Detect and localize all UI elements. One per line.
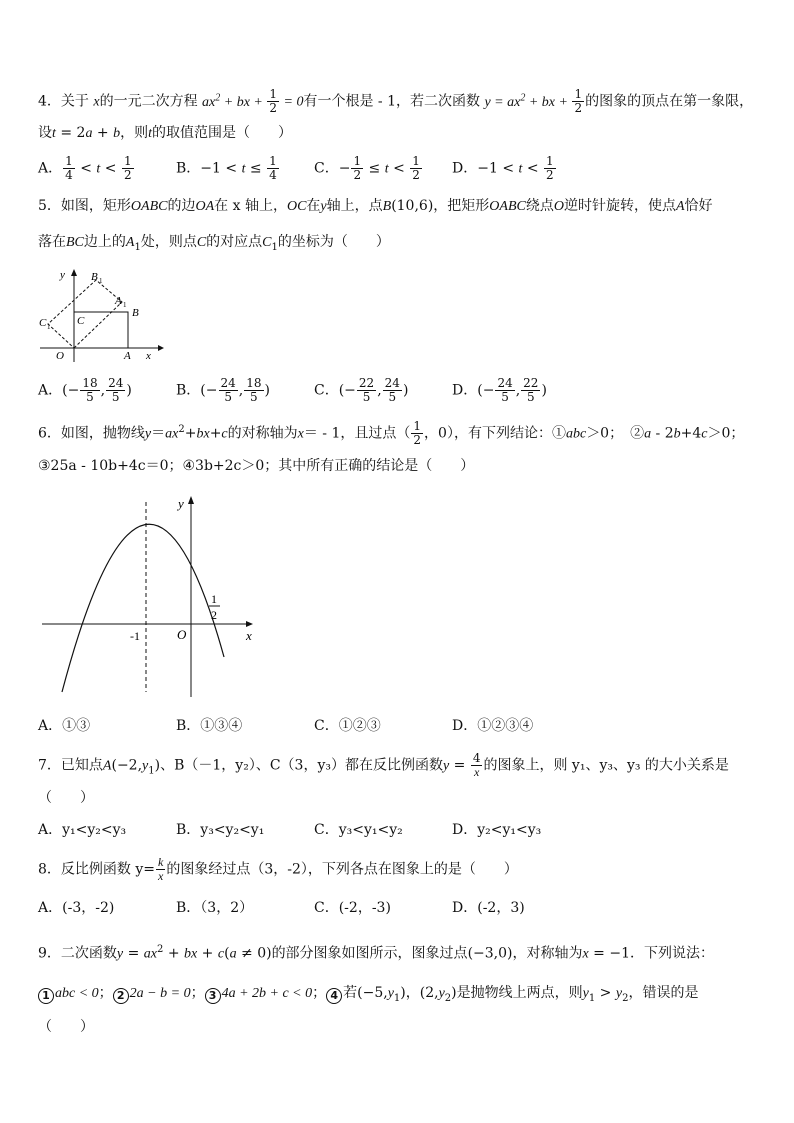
q6-option-b[interactable]: B．①③④ <box>176 718 243 734</box>
q6-label-half-den: 2 <box>211 608 217 622</box>
q5-stem-line2: 落在BC边上的$A_1$处，则点C的对应点$C_1$的坐标为（ ） <box>38 234 390 253</box>
q5-option-c[interactable]: C．(− $\frac{22}{5}$ , $\frac{24}{5}$ ) <box>314 376 409 404</box>
q5-y-arrow <box>71 269 77 276</box>
q8-stem: 8．反比例函数 y= $\frac{k}{x}$ 的图象经过点（3，-2），下列各点在图象上的是（ ） <box>38 855 518 883</box>
q8-option-c[interactable]: C．(-2，-3) <box>314 900 391 916</box>
q4-stem-line2: 设t = 2a + b，则t的取值范围是（ ） <box>38 125 292 141</box>
q9-number: 9． <box>38 945 61 962</box>
q6-label-o: O <box>177 627 187 642</box>
q5-stem-line1: 5．如图，矩形OABC的边OA在 x 轴上，OC在y轴上，点B(10,6)，把矩形OABC绕点O逆时针旋转，使点A恰好 <box>38 198 713 214</box>
q5-rectangle-rotation-figure <box>36 266 168 366</box>
q8-number: 8． <box>38 861 61 878</box>
q4-number: 4． <box>38 93 61 110</box>
svg-text:1: 1 <box>123 301 127 309</box>
q4-function: $y = ax^2$ + bx + <box>484 92 572 110</box>
q9-circle-2: 2 <box>113 988 129 1004</box>
q5-label-a: A <box>124 350 131 362</box>
q7-stem-line2: （ ） <box>38 790 94 806</box>
q6-y-arrow <box>188 496 194 504</box>
q5-option-b[interactable]: B．(− $\frac{24}{5}$ , $\frac{18}{5}$ ) <box>176 376 270 404</box>
q6-label-half-num: 1 <box>211 592 217 606</box>
svg-text:1: 1 <box>99 277 103 285</box>
q8-option-b[interactable]: B．（3，2） <box>176 900 254 916</box>
q5-label-c1: C <box>39 317 47 329</box>
q9-circle-1: 1 <box>38 988 54 1004</box>
q6-option-a[interactable]: A．①③ <box>38 718 91 734</box>
q4-option-c[interactable]: C．− $\frac{1}{2}$ ≤ t < $\frac{1}{2}$ <box>314 154 420 182</box>
q6-stem-line1: 6．如图，抛物线$y=ax^2+bx+c$的对称轴为x＝ - 1，且过点（ $\frac{1}{2}$ ，0），有下列结论：①abc＞0； ②a - 2b+4c＞0； <box>38 419 745 448</box>
q5-x-arrow <box>158 345 164 351</box>
q7-stem-line1: 7．已知点$A(-2,y_1)$、B（－1，y₂）、C（3，y₃）都在反比例函数y = $\frac{4}{x}$ 的图象上，则 y₁、y₃、y₃ 的大小关系是 <box>38 751 729 779</box>
q6-option-c[interactable]: C．①②③ <box>314 718 381 734</box>
q4-option-a[interactable]: A． $\frac{1}{4}$ < t < $\frac{1}{2}$ <box>38 154 132 182</box>
q6-parabola-curve <box>62 524 224 692</box>
q4-option-b[interactable]: B．−1 < t ≤ $\frac{1}{4}$ <box>176 154 277 182</box>
q7-option-a[interactable]: A．y₁<y₂<y₃ <box>38 822 127 838</box>
q5-option-a[interactable]: A．(− $\frac{18}{5}$ , $\frac{24}{5}$ ) <box>38 376 132 404</box>
q9-stem-line2: 1 abc < 0； 2 2a − b = 0； 3 4a + 2b + c < 0； 4 若$(-5,y_1)$，$(2,y_2)$是抛物线上两点，则$y_1 > y_2$，错误的是 <box>38 983 698 1009</box>
q6-option-d[interactable]: D．①②③④ <box>452 718 534 734</box>
svg-text:1: 1 <box>47 323 51 331</box>
q5-label-a1: A <box>115 295 122 307</box>
q4-stem-line1: 4．关于 x的一元二次方程 $ax^2$ + bx + $\frac{1}{2}$ = 0有一个根是 - 1，若二次函数 $y = ax^2$ + bx + $\frac{1}{2}$ 的图象的顶点在第一象限， <box>38 87 754 116</box>
q9-stem-line1: 9．二次函数$y = ax^2$ + bx + c(a ≠ 0)的部分图象如图所示，图象过点(−3,0)，对称轴为x = −1．下列说法： <box>38 944 714 962</box>
q9-circle-3: 3 <box>205 988 221 1004</box>
q5-rect-rotated <box>48 280 122 348</box>
q5-label-b: B <box>132 307 139 319</box>
q8-option-d[interactable]: D．(-2，3) <box>452 900 525 916</box>
q4-equation: $ax^2$ + bx + <box>202 92 267 110</box>
q7-option-b[interactable]: B．y₃<y₂<y₁ <box>176 822 265 838</box>
q5-option-d[interactable]: D．(− $\frac{24}{5}$ , $\frac{22}{5}$ ) <box>452 376 547 404</box>
q5-label-y: y <box>60 269 65 281</box>
q7-option-c[interactable]: C．y₃<y₁<y₂ <box>314 822 403 838</box>
q6-label-x: x <box>246 628 252 643</box>
q6-label-y: y <box>178 496 184 511</box>
q5-label-x: x <box>146 350 151 362</box>
q7-number: 7． <box>38 757 61 774</box>
q5-number: 5． <box>38 198 61 214</box>
q6-number: 6． <box>38 425 61 442</box>
q5-label-b1: B <box>91 271 98 283</box>
q7-option-d[interactable]: D．y₂<y₁<y₃ <box>452 822 542 838</box>
q5-label-o: O <box>56 350 64 362</box>
q4-option-d[interactable]: D．−1 < t < $\frac{1}{2}$ <box>452 154 554 182</box>
q5-label-c: C <box>77 315 85 327</box>
q6-stem-line2: ③25a - 10b+4c＝0；④3b+2c＞0；其中所有正确的结论是（ ） <box>38 458 475 474</box>
q8-option-a[interactable]: A．(-3，-2) <box>38 900 115 916</box>
q9-circle-4: 4 <box>326 988 342 1004</box>
q9-stem-line3: （ ） <box>38 1019 94 1035</box>
q6-x-arrow <box>246 621 253 627</box>
q6-label-minus1: -1 <box>130 629 140 643</box>
q6-parabola-figure <box>38 492 262 700</box>
